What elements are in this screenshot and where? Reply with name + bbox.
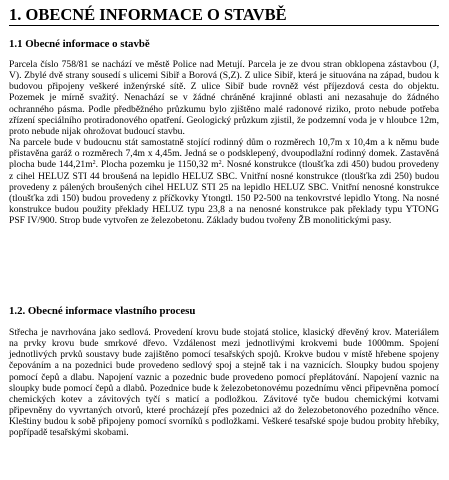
section-paragraph-1-1 [9, 59, 439, 226]
section-heading-1-2: 1.2. Obecné informace vlastního procesu [9, 305, 196, 317]
document-title: 1. OBECNÉ INFORMACE O STAVBĚ [9, 5, 287, 24]
paragraph-text: Parcela číslo 758/81 se nachází ve městě Police nad Metují. Parcela je ze dvou stran obklopena zástavbou (J, V). Zbylé dvě strany sousedí s ulicemi Sibiř a Borová (S,Z). Z ulice Sibiř, která je situována na západ, budou k budovou připojeny veškeré inženýrské sítě. Z ulice Sibiř bude rovněž vést příjezdová cesta do objektu. Pozemek je mírně svažitý. Nenachází se v žádné chráněné krajinné oblasti ani nezasahuje do žádného ochranného pásma. Podle předběžného průzkumu bylo zjištěno malé radonové riziko, proto nebude potřeba zřízení speciálního protiradonového opatření. Geologický průzkum zjistil, že podzemní voda je v hloubce 12m, proto nebude nijak ohrožovat budoucí stavbu. Na parcele bude v budoucnu stát samostatně stojící rodinný dům o rozměrech 10,7m x 10,4m a k němu bude přistavěna garáž o rozměrech 7,4m x 4,45m. Jedná se o podsklepený, dvoupodlažní rodinný domek. Zastavěná plocha bude 144,21m [9, 59, 439, 171]
paragraph-text: . Plocha pozemku je 1150,32 m [95, 159, 219, 171]
title-underline [9, 25, 439, 26]
paragraph-text: . Nosné konstrukce (tloušťka zdi 450) budou provedeny z cihel HELUZ STI 44 broušená na lepidlo HELUZ SBC. Vnitřní nosné konstrukce (tloušťka zdi 250) budou provedeny z pálených broušených cihel HELUZ STI 25 na lepidlo HELUZ SBC. Vnitřní nenosné konstrukce (tloušťka zdi 150) budou provedeny z příčkovky Ytongtl. 150 P2-500 na tenkovrstvé lepidlo Ytong. Na nosné konstrukce budou použity překlady HELUZ typu 23,8 a na nenosné konstrukce pak překlady typu YTONG PSF IV/900. Strop bude vytvořen ze železobetonu. Základy budou tvořeny ŽB monolitickými pasy. [9, 159, 439, 227]
section-heading-1-1: 1.1 Obecné informace o stavbě [9, 38, 150, 50]
superscript-2: 2 [92, 160, 96, 167]
section-paragraph-1-2: Střecha je navrhována jako sedlová. Provedení krovu bude stojatá stolice, klasický dřevěný krov. Materiálem na prvky krovu bude smrkové dřevo. Vzdálenost mezi jednotlivými krokvemi bude 1000mm. Spojení jednotlivých prvků soustavy bude zajištěno pomocí tesařských spojů. Krokve budou v místě hřebene spojeny čepováním a na pozednici bude provedeno sedlový spoj a stejně tak i na vaznicích. Sloupky budou spojeny pomocí čepů a dlabu. Napojení vaznic a pozednic bude provedeno pomocí přeplátování. Napojení vaznic na sloupky bude pomocí čepů a dlabů. Pozednice bude k železobetonovému pozednímu věnci připevněna pomocí chemických kotev a závitových tyčí s maticí a podložkou. Závitové tyče budou chemickými kotvami připevněny do vyvrtaných otvorů, které procházejí přes pozednici až do železobetonového pozedního věnce. Kleštiny budou k sobě připojeny pomocí svorníků s podložkami. Veškeré tesařské spoje budou probity hřebíky, popřípadě tesařskými skobami. [9, 327, 439, 439]
superscript-2: 2 [218, 160, 222, 167]
